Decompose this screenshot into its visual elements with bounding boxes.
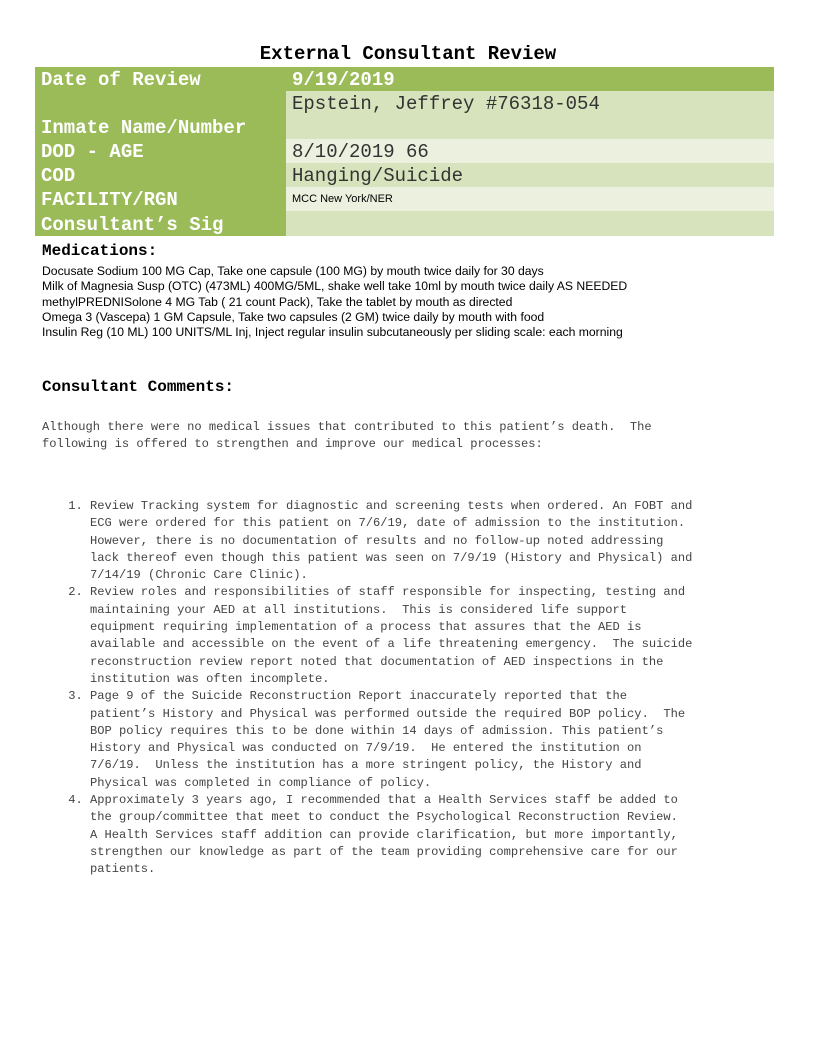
inmate-name-value: Epstein, Jeffrey #76318-054	[286, 91, 774, 139]
medication-item: Docusate Sodium 100 MG Cap, Take one capsule (100 MG) by mouth twice daily for 30 days	[42, 264, 544, 278]
consultant-sig-label: Consultant’s Sig	[35, 211, 286, 236]
findings-list	[42, 498, 762, 879]
finding-item: 4. Approximately 3 years ago, I recommended that a Health Services staff be added to the group/committee that meet to conduct the Psychological Reconstruction Review. A Health Services staff addition can provide clarification, but more importantly, strengthen our knowledge as part of the team providing comprehensive care for our patients.	[90, 792, 762, 878]
cod-value: Hanging/Suicide	[286, 163, 774, 187]
row-consultant-sig	[35, 211, 774, 236]
row-cod	[35, 163, 774, 187]
facility-value: MCC New York/NER	[286, 187, 774, 211]
row-date-of-review	[35, 67, 774, 91]
cod-label: COD	[35, 163, 286, 187]
medication-item: Milk of Magnesia Susp (OTC) (473ML) 400MG/5ML, shake well take 10ml by mouth twice daily AS NEEDED	[42, 279, 628, 294]
row-facility	[35, 187, 774, 211]
medication-item: Omega 3 (Vascepa) 1 GM Capsule, Take two capsules (2 GM) twice daily by mouth with food	[42, 309, 545, 324]
date-of-review-label: Date of Review	[35, 67, 286, 91]
comments-intro: Although there were no medical issues that contributed to this patient’s death. The following is offered to strengthen and improve our medical processes:	[42, 420, 652, 452]
medications-list	[42, 264, 627, 340]
medication-item: Insulin Reg (10 ML) 100 UNITS/ML Inj, Inject regular insulin subcutaneously per sliding scale: each morning	[42, 325, 623, 340]
consultant-sig-value	[286, 211, 774, 236]
dod-age-value: 8/10/2019 66	[286, 139, 774, 163]
row-dod-age	[35, 139, 774, 163]
finding-item: 1. Review Tracking system for diagnostic and screening tests when ordered. An FOBT and ECG were ordered for this patient on 7/6/19, date of admission to the institution. However, there is no documentation of results and no follow-up noted addressing lack thereof even though this patient was seen on 7/9/19 (History and Physical) and 7/14/19 (Chronic Care Clinic).	[90, 498, 762, 584]
date-of-review-value: 9/19/2019	[286, 67, 774, 91]
review-info-table	[35, 67, 774, 236]
finding-item: 2. Review roles and responsibilities of staff responsible for inspecting, testing and maintaining your AED at all institutions. This is considered life support equipment requiring implementation of a process that assures that the AED is available and accessible on the event of a life threatening emergency. The suicide reconstruction review report noted that documentation of AED inspections in the institution was often incomplete.	[90, 584, 762, 688]
document-title: External Consultant Review	[259, 43, 557, 65]
finding-item: 3. Page 9 of the Suicide Reconstruction Report inaccurately reported that the patient’s History and Physical was performed outside the required BOP policy. The BOP policy requires this to be done within 14 days of admission. This patient’s History and Physical was conducted on 7/9/19. He entered the institution on 7/6/19. Unless the institution has a more stringent policy, the History and Physical was completed in compliance of policy.	[90, 688, 762, 792]
dod-age-label: DOD - AGE	[35, 139, 286, 163]
row-inmate-name	[35, 91, 774, 139]
consultant-comments-heading: Consultant Comments:	[42, 378, 235, 396]
facility-label: FACILITY/RGN	[35, 187, 286, 211]
medication-item: methylPREDNISolone 4 MG Tab ( 21 count Pack), Take the tablet by mouth as directed	[42, 294, 513, 309]
medications-heading: Medications:	[42, 242, 158, 260]
inmate-name-label: Inmate Name/Number	[35, 91, 286, 139]
